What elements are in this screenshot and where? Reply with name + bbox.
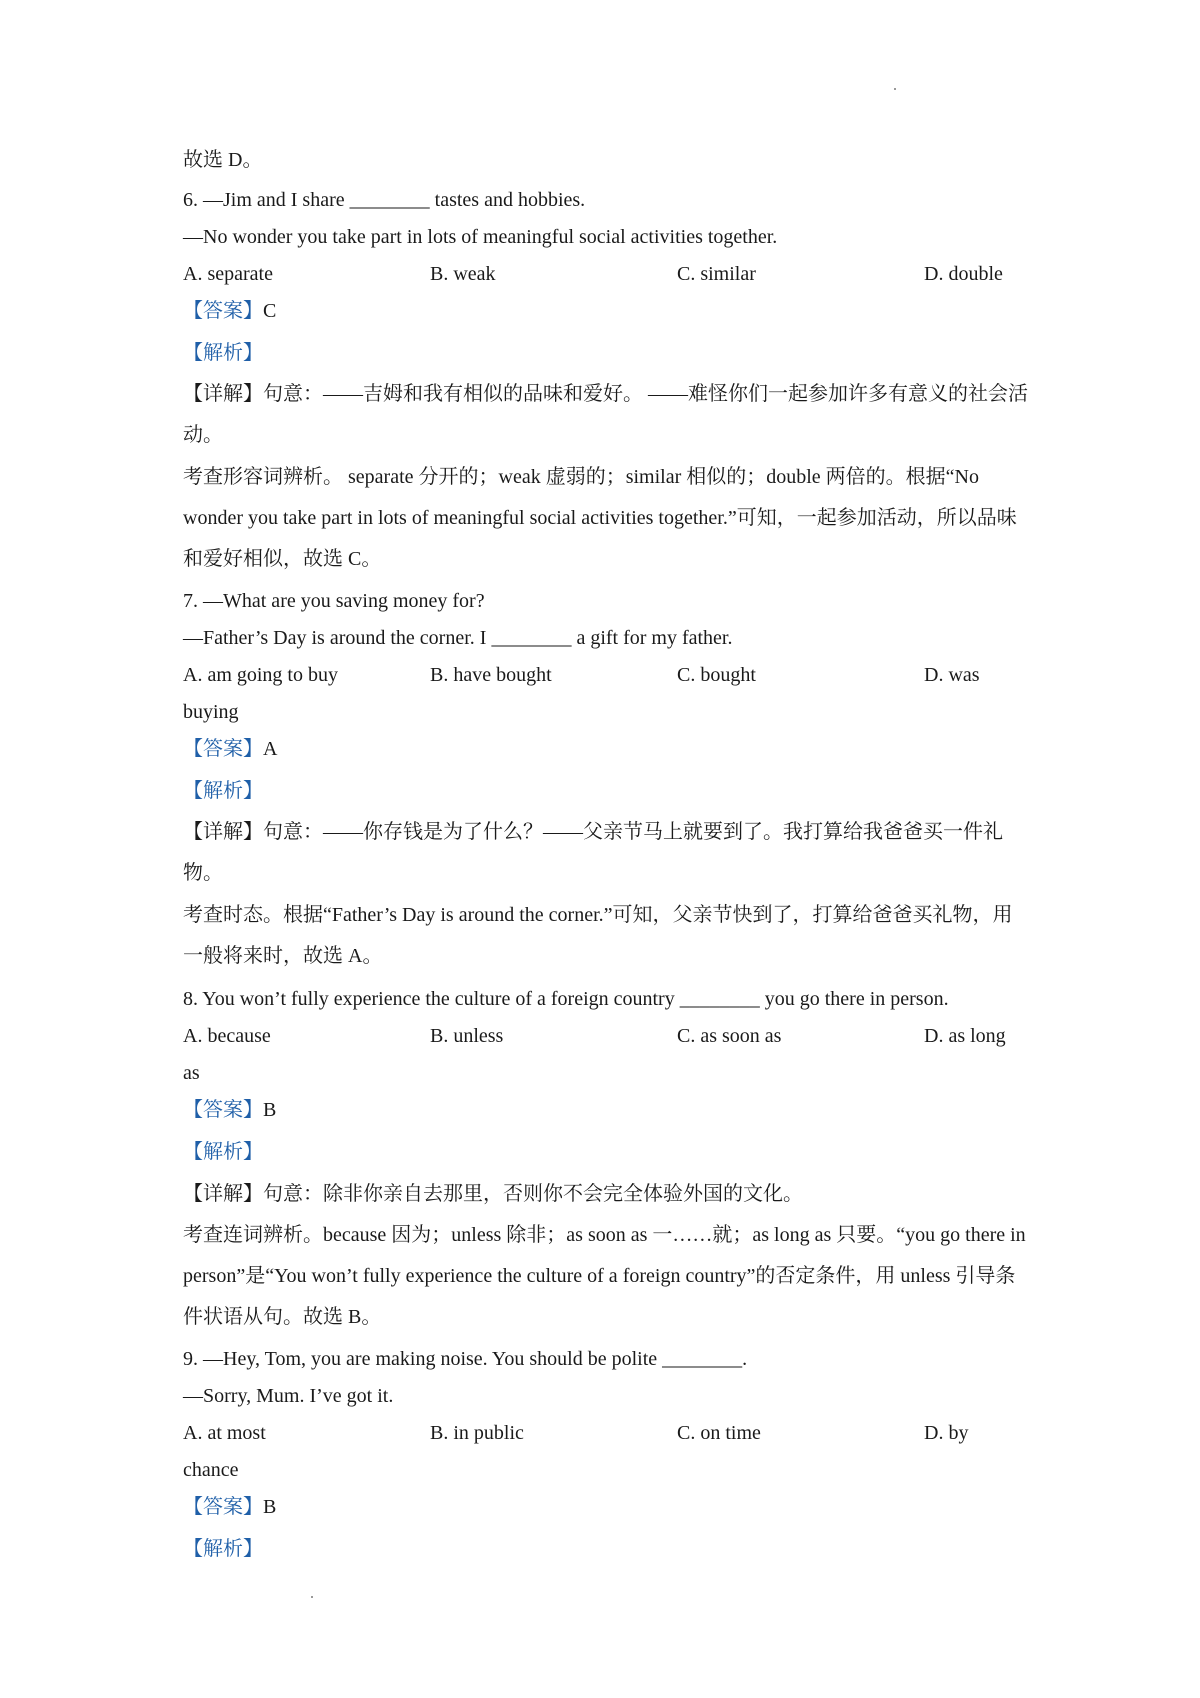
answer-value: B [263, 1496, 277, 1518]
q6-option-a: A. separate [183, 263, 273, 285]
q8-stem: 8. You won’t fully experience the culture of a foreign country ________ you go there in person. [183, 988, 949, 1010]
q6-detail [183, 374, 1028, 456]
q8-option-b: B. unless [430, 1025, 504, 1047]
answer-label: 【答案】 [183, 1496, 263, 1518]
detail-label: 【详解】 [183, 383, 263, 405]
q7-option-a: A. am going to buy [183, 664, 338, 686]
q7-answer [183, 737, 277, 761]
answer-label: 【答案】 [183, 300, 263, 322]
q9-option-c: C. on time [677, 1422, 761, 1444]
conclusion-line: 故选 D。 [183, 149, 263, 171]
q8-option-d: D. as long [924, 1025, 1006, 1047]
q9-analysis-label: 【解析】 [183, 1538, 263, 1560]
q6-option-b: B. weak [430, 263, 496, 285]
detail-text: 句意：——你存钱是为了什么？——父亲节马上就要到了。我打算给我爸爸买一件礼物。 [183, 821, 1003, 884]
q6-answer [183, 299, 276, 323]
q9-stem: 9. —Hey, Tom, you are making noise. You should be polite ________. [183, 1348, 748, 1370]
q8-option-a: A. because [183, 1025, 271, 1047]
q7-stem: 7. —What are you saving money for? [183, 590, 485, 612]
q9-option-continuation: chance [183, 1459, 239, 1481]
q7-explanation: 考查时态。根据“Father’s Day is around the corner.”可知，父亲节快到了，打算给爸爸买礼物，用一般将来时，故选 A。 [183, 904, 1013, 967]
answer-value: C [263, 300, 277, 322]
answer-value: B [263, 1099, 277, 1121]
q6-explanation: 考查形容词辨析。 separate 分开的；weak 虚弱的；similar 相似的；double 两倍的。根据“No wonder you take part in lots of meaningful social activities together.”可知，一起参加活动，所以品味和爱好相似，故选 C。 [183, 466, 1017, 570]
detail-text: 句意：除非你亲自去那里，否则你不会完全体验外国的文化。 [263, 1183, 803, 1205]
q9-answer [183, 1495, 276, 1519]
scan-speck [894, 88, 896, 90]
answer-value: A [263, 738, 278, 760]
q6-analysis-label: 【解析】 [183, 342, 263, 364]
q8-detail [183, 1182, 803, 1206]
q8-analysis-label: 【解析】 [183, 1141, 263, 1163]
answer-label: 【答案】 [183, 738, 263, 760]
q8-answer [183, 1098, 276, 1122]
q9-option-a: A. at most [183, 1422, 266, 1444]
detail-label: 【详解】 [183, 821, 263, 843]
answer-label: 【答案】 [183, 1099, 263, 1121]
q7-detail [183, 812, 1028, 894]
q7-option-c: C. bought [677, 664, 756, 686]
q6-reply: —No wonder you take part in lots of meaningful social activities together. [183, 226, 778, 248]
q9-option-b: B. in public [430, 1422, 524, 1444]
q7-option-continuation: buying [183, 701, 239, 723]
q7-reply: —Father’s Day is around the corner. I ________ a gift for my father. [183, 627, 733, 649]
q6-stem: 6. —Jim and I share ________ tastes and hobbies. [183, 189, 586, 211]
detail-label: 【详解】 [183, 1183, 263, 1205]
detail-text: 句意：——吉姆和我有相似的品味和爱好。 ——难怪你们一起参加许多有意义的社会活动。 [183, 383, 1028, 446]
q7-analysis-label: 【解析】 [183, 780, 263, 802]
scan-speck [311, 1596, 313, 1598]
q9-option-d: D. by [924, 1422, 969, 1444]
q6-option-d: D. double [924, 263, 1003, 285]
q8-option-continuation: as [183, 1062, 200, 1084]
q7-option-d: D. was [924, 664, 980, 686]
q8-option-c: C. as soon as [677, 1025, 782, 1047]
q6-option-c: C. similar [677, 263, 756, 285]
q8-explanation: 考查连词辨析。because 因为；unless 除非；as soon as 一……就；as long as 只要。“you go there in person”是“You won’t fully experience the culture of a foreign country”的否定条件，用 unless 引导条件状语从句。故选 B。 [183, 1224, 1026, 1328]
q9-reply: —Sorry, Mum. I’ve got it. [183, 1385, 394, 1407]
q7-option-b: B. have bought [430, 664, 552, 686]
